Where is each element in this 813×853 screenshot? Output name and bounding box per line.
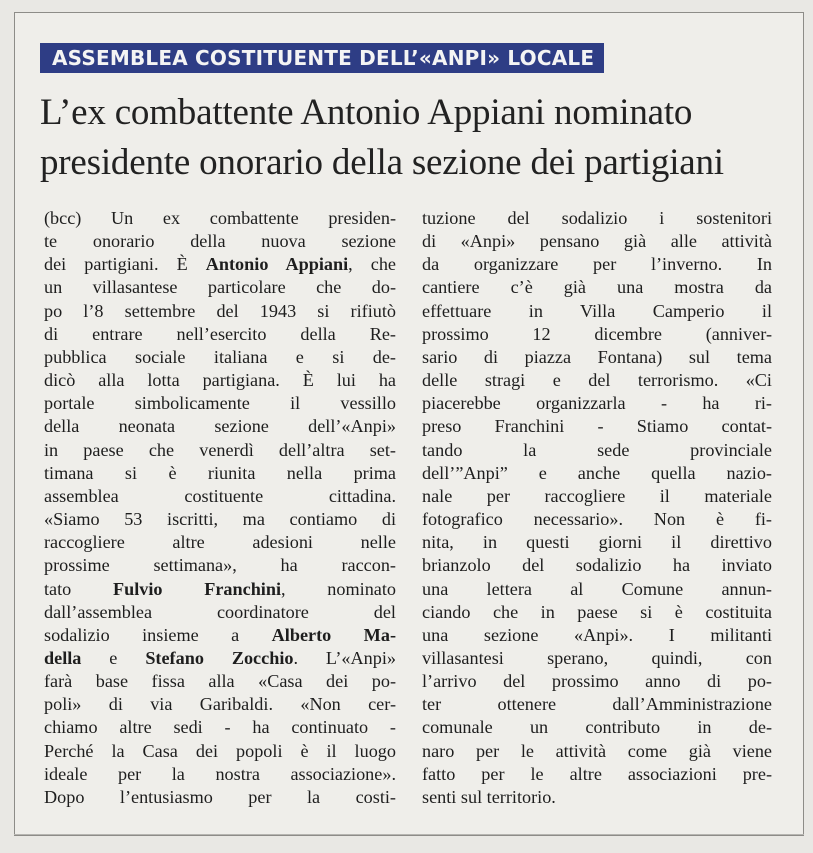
text-line: «Siamo 53 iscritti, ma contiamo di <box>44 509 396 530</box>
text-line: di entrare nell’esercito della Re- <box>44 323 396 344</box>
text-line: portale simbolicamente il vessillo <box>44 393 396 414</box>
text-line: prossimo 12 dicembre (anniver- <box>422 323 772 344</box>
text-line: dicò alla lotta partigiana. È lui ha <box>44 370 396 391</box>
text-line: un villasantese particolare che do- <box>44 277 396 298</box>
name-stefano-zocchio: Stefano Zocchio <box>145 647 294 668</box>
text-line: nale per raccogliere il materiale <box>422 485 772 506</box>
text-line: sodalizio insieme a Alberto Ma- <box>44 624 396 645</box>
headline-line-2: presidente onorario della sezione dei partigiani <box>40 142 724 183</box>
text-line: naro per le attività come già viene <box>422 740 772 761</box>
text-line: nita, in questi giorni il direttivo <box>422 532 772 553</box>
text-line: assemblea costituente cittadina. <box>44 485 396 506</box>
text-line: una sezione «Anpi». I militanti <box>422 624 772 645</box>
name-fulvio-franchini: Fulvio Franchini <box>113 578 282 599</box>
text-line: farà base fissa alla «Casa dei po- <box>44 671 396 692</box>
text-line: preso Franchini - Stiamo contat- <box>422 416 772 437</box>
text-line: in paese che venerdì dell’altra set- <box>44 439 396 460</box>
text-line: pubblica sociale italiana e si de- <box>44 346 396 367</box>
text-line: l’arrivo del prossimo anno di po- <box>422 671 772 692</box>
text-line: della e Stefano Zocchio. L’«Anpi» <box>44 647 396 668</box>
text-line: da organizzare per l’inverno. In <box>422 254 772 275</box>
name-antonio-appiani: Antonio Appiani <box>205 254 349 275</box>
name-alberto-madella-part1: Alberto Ma- <box>271 624 396 645</box>
text-line: brianzolo del sodalizio ha inviato <box>422 555 772 576</box>
text-line: sario di piazza Fontana) sul tema <box>422 346 772 367</box>
text-line: prossime settimana», ha raccon- <box>44 555 396 576</box>
headline <box>40 88 800 188</box>
text-line: una lettera al Comune annun- <box>422 578 772 599</box>
name-alberto-madella-part2: della <box>44 647 82 668</box>
text-line: piacerebbe organizzarla - ha ri- <box>422 393 772 414</box>
text-line: Dopo l’entusiasmo per la costi- <box>44 786 396 807</box>
text-line: Perché la Casa dei popoli è il luogo <box>44 740 396 761</box>
text-line: di «Anpi» pensano già alle attività <box>422 231 772 252</box>
text-line: comunale un contributo in de- <box>422 717 772 738</box>
text-line-final: senti sul territorio. <box>422 786 556 807</box>
text-line: delle stragi e del terrorismo. «Ci <box>422 370 772 391</box>
text-line: te onorario della nuova sezione <box>44 231 396 252</box>
text-line: tando la sede provinciale <box>422 439 772 460</box>
text-line: ideale per la nostra associazione». <box>44 763 396 784</box>
text-line: villasantesi sperano, quindi, con <box>422 647 772 668</box>
text-line: effettuare in Villa Camperio il <box>422 300 772 321</box>
text-line: po l’8 settembre del 1943 si rifiutò <box>44 300 396 321</box>
text-line: chiamo altre sedi - ha continuato - <box>44 717 396 738</box>
section-kicker: ASSEMBLEA COSTITUENTE DELL’«ANPI» LOCALE <box>40 43 604 73</box>
text-line: raccogliere altre adesioni nelle <box>44 532 396 553</box>
text-line: poli» di via Garibaldi. «Non cer- <box>44 694 396 715</box>
text-line: fotografico necessario». Non è fi- <box>422 509 772 530</box>
bottom-rule <box>14 834 804 835</box>
text-line: tato Fulvio Franchini, nominato <box>44 578 397 599</box>
article-column-right <box>422 207 772 809</box>
text-line: della neonata sezione dell’«Anpi» <box>44 416 396 437</box>
headline-line-1: L’ex combattente Antonio Appiani nominato <box>40 92 693 133</box>
text-line: (bcc) Un ex combattente presiden- <box>44 208 396 228</box>
text-line: dell’”Anpi” e anche quella nazio- <box>422 462 772 483</box>
text-line: fatto per le altre associazioni pre- <box>422 763 772 784</box>
text-line: dall’assemblea coordinatore del <box>44 601 396 622</box>
article-column-left <box>44 207 396 809</box>
text-line: tuzione del sodalizio i sostenitori <box>422 208 772 228</box>
text-line: ciando che in paese si è costituita <box>422 601 772 622</box>
text-line: cantiere c’è già una mostra da <box>422 277 772 298</box>
text-line: timana si è riunita nella prima <box>44 462 396 483</box>
text-line: dei partigiani. È Antonio Appiani, che <box>44 254 396 275</box>
text-line: ter ottenere dall’Amministrazione <box>422 694 772 715</box>
